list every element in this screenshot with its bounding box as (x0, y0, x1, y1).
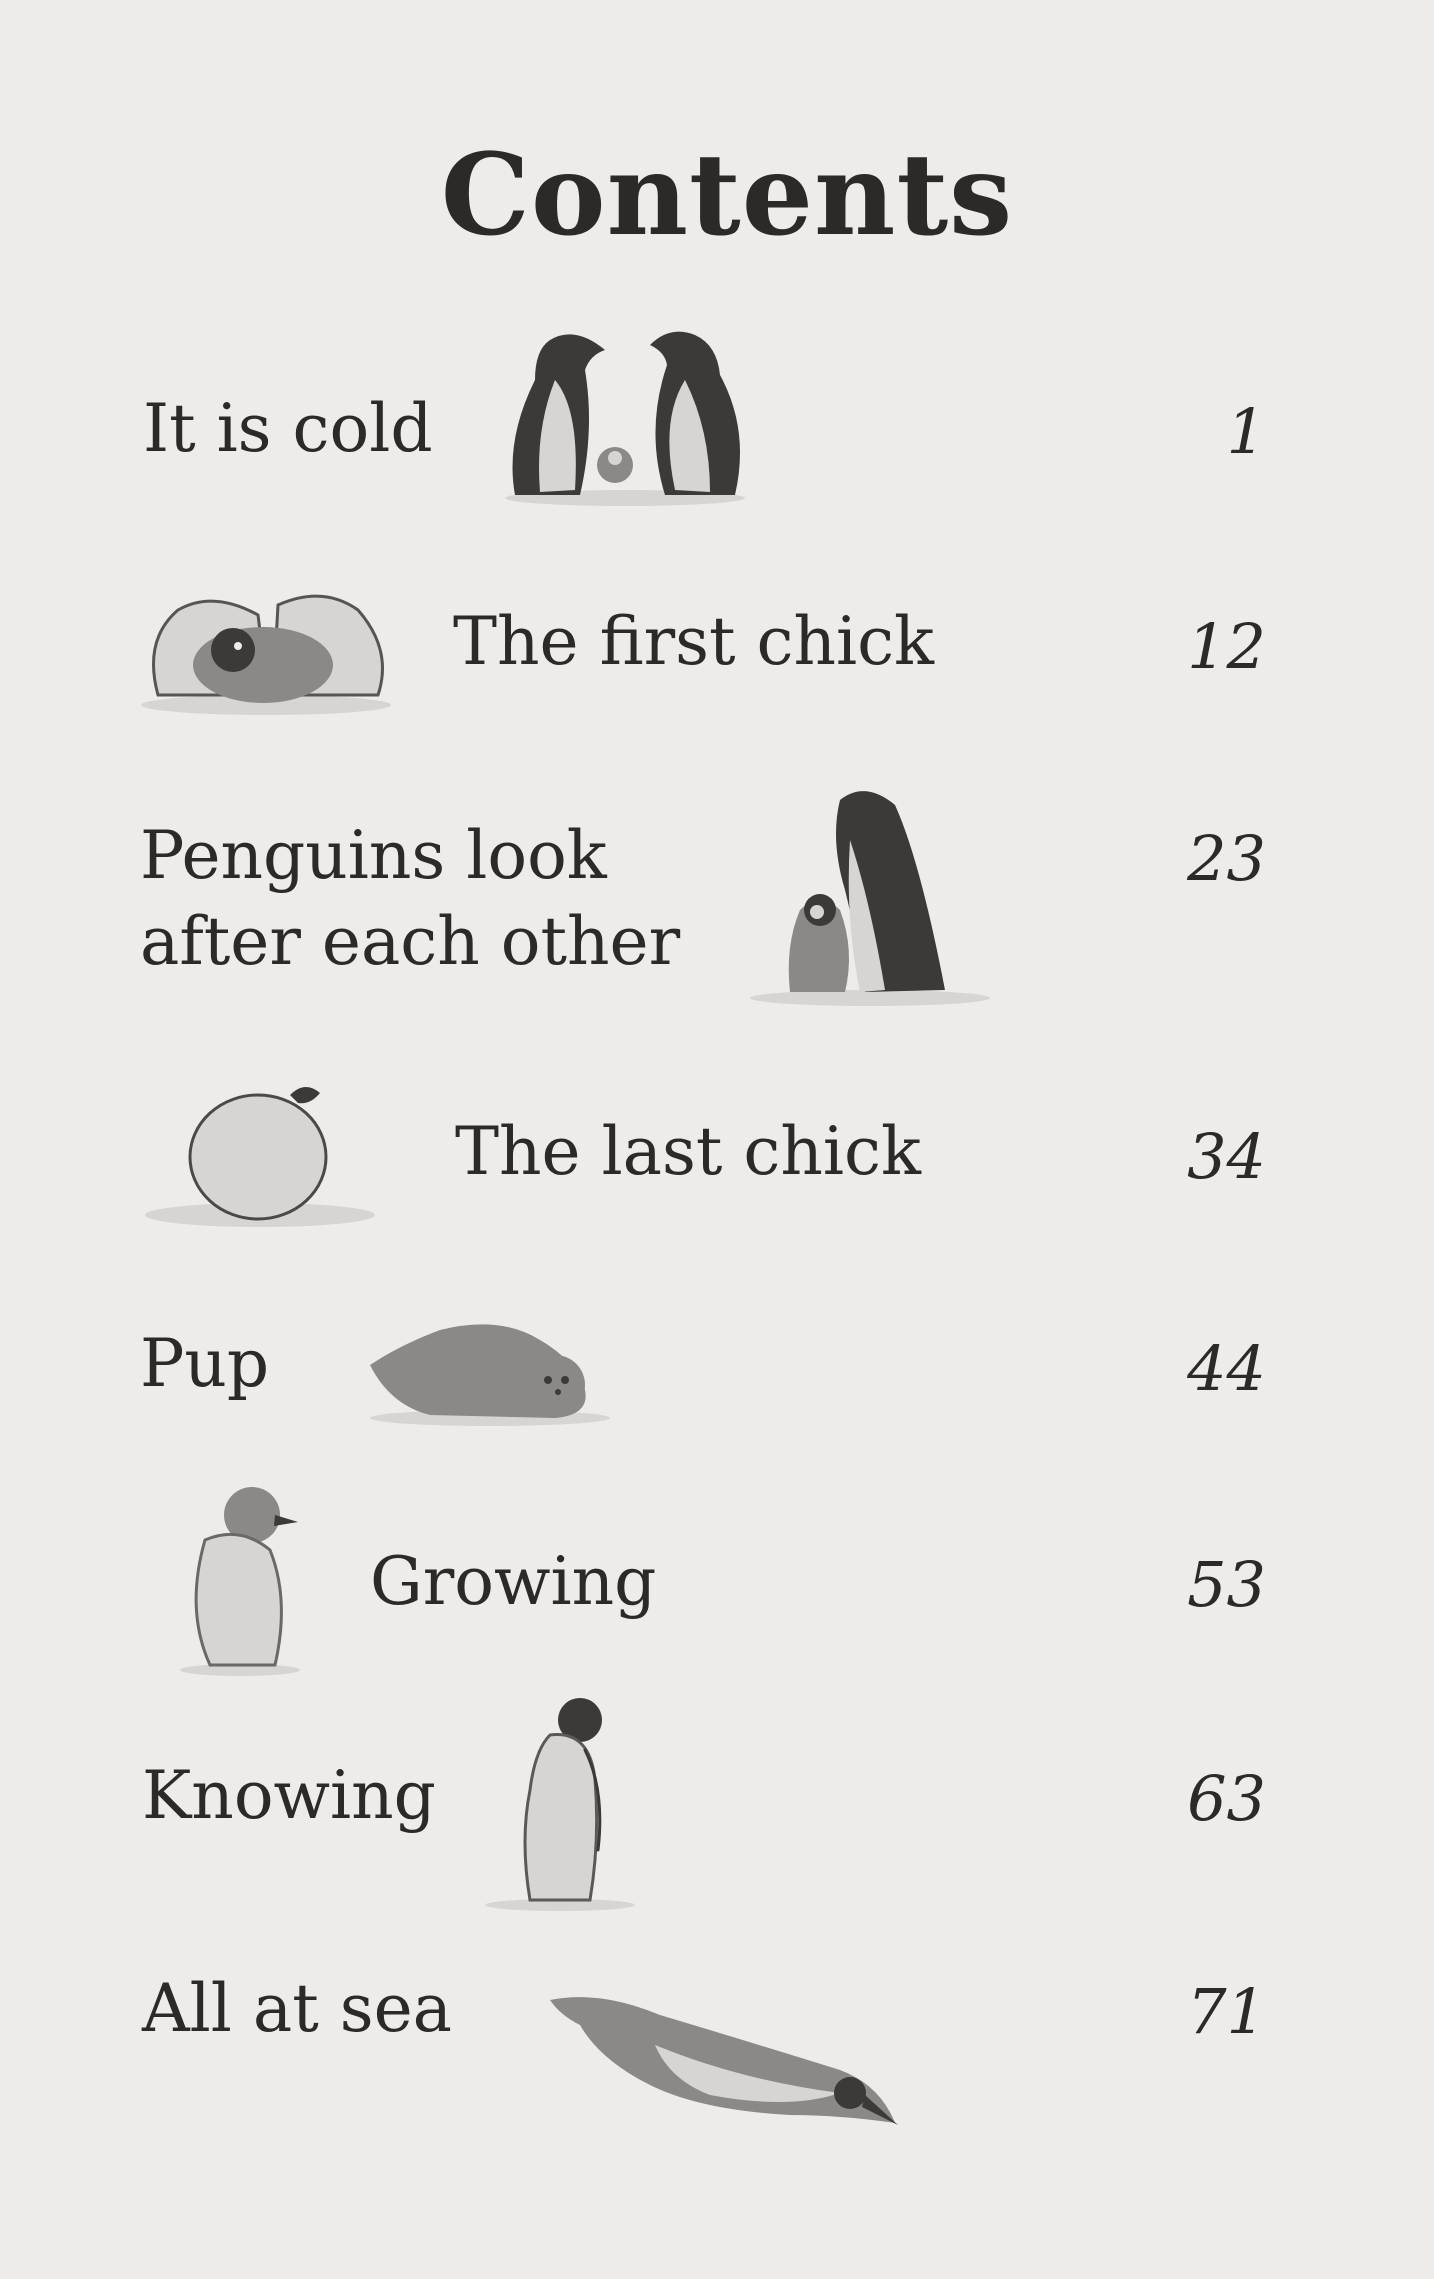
penguin-pair-with-chick-icon (495, 320, 760, 510)
entry-title-it-is-cold: It is cold (143, 390, 433, 467)
fluffy-chick-icon (170, 1480, 310, 1680)
egg-icon (140, 1065, 390, 1235)
entry-page-23: 23 (1187, 822, 1266, 895)
entry-page-34: 34 (1187, 1120, 1266, 1193)
entry-title-the-last-chick: The last chick (455, 1113, 921, 1190)
entry-page-63: 63 (1187, 1762, 1266, 1835)
hatching-egg-icon (138, 580, 398, 720)
entry-page-71: 71 (1187, 1975, 1266, 2048)
entry-page-53: 53 (1187, 1548, 1266, 1621)
entry-page-12: 12 (1187, 610, 1266, 683)
young-penguin-icon (480, 1690, 640, 1915)
entry-page-44: 44 (1187, 1332, 1266, 1405)
entry-title-knowing: Knowing (142, 1757, 436, 1834)
entry-page-1: 1 (1226, 395, 1266, 468)
entry-title-all-at-sea: All at sea (142, 1970, 452, 2047)
entry-title-growing: Growing (370, 1543, 657, 1620)
entry-title-penguins-look-line1: Penguins look (140, 817, 607, 894)
entry-title-penguins-look-line2: after each other (140, 903, 681, 980)
page-title: Contents (440, 130, 1014, 261)
entry-title-the-first-chick: The first chick (453, 603, 935, 680)
swimming-penguin-icon (540, 1975, 900, 2135)
penguin-parent-with-chick-icon (745, 780, 995, 1010)
seal-pup-icon (360, 1300, 610, 1430)
entry-title-pup: Pup (140, 1325, 270, 1402)
